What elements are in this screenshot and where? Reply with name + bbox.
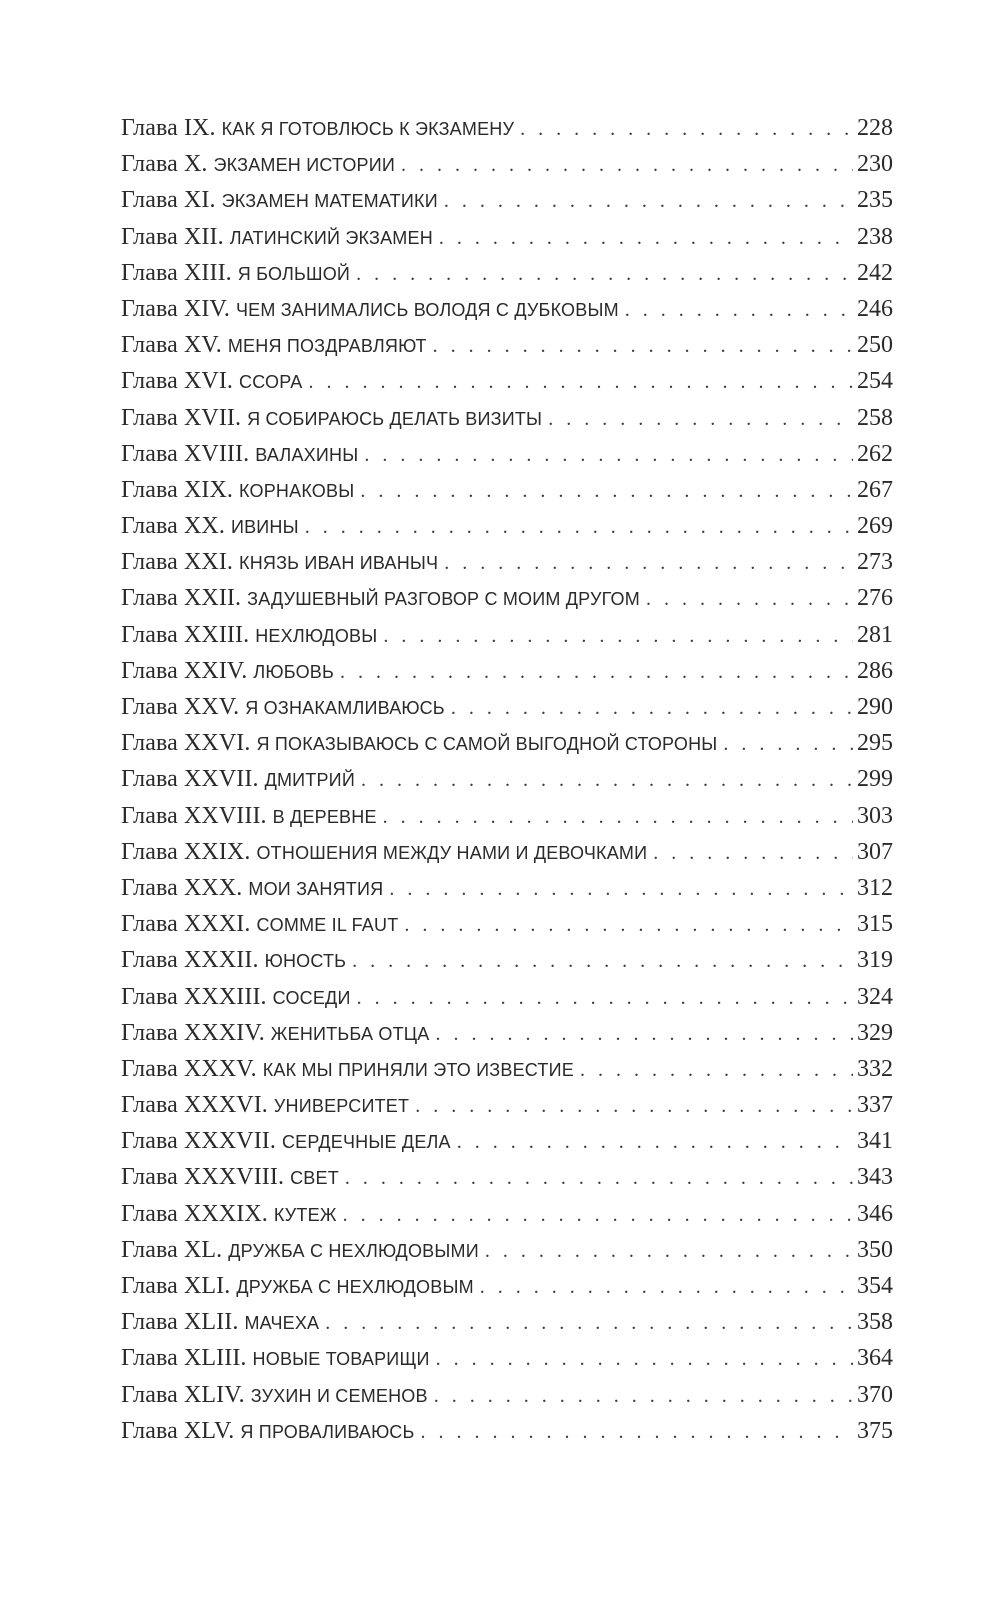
dot-leader — [436, 1341, 853, 1376]
toc-entry — [121, 689, 893, 725]
page-number: 281 — [857, 621, 893, 648]
page-number: 235 — [857, 187, 893, 214]
page-number: 299 — [857, 766, 893, 793]
chapter-label: Глава XXXV. — [121, 1055, 257, 1082]
toc-entry — [121, 400, 893, 436]
page-number: 332 — [857, 1055, 893, 1082]
chapter-label: Глава XXXI. — [121, 911, 251, 938]
page-number: 246 — [857, 295, 893, 322]
toc-entry — [121, 472, 893, 508]
page-number: 350 — [857, 1236, 893, 1263]
chapter-title: ЭКЗАМЕН ИСТОРИИ — [213, 155, 396, 176]
chapter-label: Глава XLV. — [121, 1417, 235, 1444]
chapter-title: ССОРА — [239, 372, 303, 393]
toc-entry — [121, 436, 893, 472]
chapter-label: Глава XVI. — [121, 368, 234, 395]
page-number: 267 — [857, 476, 893, 503]
dot-leader — [485, 1233, 853, 1268]
toc-entry — [121, 508, 893, 544]
page-number: 375 — [857, 1417, 893, 1444]
chapter-title: КНЯЗЬ ИВАН ИВАНЫЧ — [239, 553, 439, 574]
chapter-title: ЗУХИН И СЕМЕНОВ — [250, 1385, 428, 1406]
chapter-title: ЛЮБОВЬ — [253, 661, 335, 682]
page-number: 370 — [857, 1381, 893, 1408]
page-number: 346 — [857, 1200, 893, 1227]
page-number: 230 — [857, 151, 893, 178]
toc-entry — [121, 653, 893, 689]
chapter-label: Глава XVIII. — [121, 440, 250, 467]
chapter-label: Глава XI. — [121, 187, 216, 214]
chapter-label: Глава XII. — [121, 223, 224, 250]
page-number: 276 — [857, 585, 893, 612]
toc-entry — [121, 979, 893, 1015]
page-number: 269 — [857, 513, 893, 540]
toc-entry — [121, 761, 893, 797]
chapter-title: ЮНОСТЬ — [264, 951, 347, 972]
chapter-label: Глава XXVI. — [121, 730, 251, 757]
toc-entry — [121, 363, 893, 399]
dot-leader — [434, 1378, 853, 1413]
chapter-label: Глава XXIX. — [121, 838, 251, 865]
toc-entry — [121, 1051, 893, 1087]
toc-entry — [121, 110, 893, 146]
chapter-title: ЛАТИНСКИЙ ЭКЗАМЕН — [229, 227, 433, 248]
chapter-title: В ДЕРЕВНЕ — [272, 806, 377, 827]
page-number: 312 — [857, 874, 893, 901]
page-number: 242 — [857, 259, 893, 286]
page-number: 315 — [857, 911, 893, 938]
chapter-title: ДРУЖБА С НЕХЛЮДОВЫМИ — [228, 1240, 479, 1261]
page-number: 238 — [857, 223, 893, 250]
toc-entry — [121, 1123, 893, 1159]
chapter-label: Глава XXXVIII. — [121, 1164, 285, 1191]
page-number: 329 — [857, 1019, 893, 1046]
toc-entry — [121, 942, 893, 978]
dot-leader — [548, 401, 853, 436]
chapter-label: Глава XLI. — [121, 1273, 231, 1299]
toc-entry — [121, 219, 893, 255]
chapter-title: ДМИТРИЙ — [264, 770, 355, 791]
toc-entry — [121, 906, 893, 942]
page-number: 290 — [857, 694, 893, 720]
dot-leader — [433, 328, 853, 363]
chapter-label: Глава XVII. — [121, 404, 242, 431]
chapter-title: ЭКЗАМЕН МАТЕМАТИКИ — [221, 191, 438, 212]
toc-entry — [121, 327, 893, 363]
chapter-label: Глава XXXIX. — [121, 1200, 268, 1227]
toc-entry — [121, 1413, 893, 1449]
chapter-label: Глава XIV. — [121, 295, 230, 322]
dot-leader — [401, 147, 853, 182]
page-number: 228 — [857, 115, 893, 141]
toc-entry — [121, 146, 893, 182]
page-number: 286 — [857, 657, 893, 684]
chapter-title: Я БОЛЬШОЙ — [237, 263, 351, 284]
toc-entry — [121, 1340, 893, 1376]
dot-leader — [389, 871, 853, 906]
dot-leader — [325, 1305, 853, 1340]
dot-leader — [520, 111, 853, 146]
dot-leader — [646, 581, 853, 616]
dot-leader — [357, 980, 853, 1015]
chapter-title: Я ПОКАЗЫВАЮСЬ С САМОЙ ВЫГОДНОЙ СТОРОНЫ — [256, 734, 718, 755]
chapter-label: Глава XXXII. — [121, 947, 259, 974]
toc-entry — [121, 870, 893, 906]
chapter-label: Глава XX. — [121, 513, 225, 540]
chapter-label: Глава XXI. — [121, 549, 234, 576]
chapter-title: НЕХЛЮДОВЫ — [255, 625, 378, 646]
chapter-label: Глава XIX. — [121, 476, 234, 503]
dot-leader — [360, 473, 853, 508]
chapter-title: ЖЕНИТЬБА ОТЦА — [270, 1023, 430, 1044]
chapter-label: Глава X. — [121, 151, 208, 178]
chapter-title: ВАЛАХИНЫ — [255, 444, 359, 465]
toc-entry — [121, 834, 893, 870]
chapter-title: КАК Я ГОТОВЛЮСЬ К ЭКЗАМЕНУ — [221, 119, 515, 139]
chapter-label: Глава XXVII. — [121, 766, 259, 793]
dot-leader — [480, 1269, 853, 1304]
dot-leader — [364, 437, 853, 472]
page-number: 343 — [857, 1164, 893, 1191]
chapter-title: ДРУЖБА С НЕХЛЮДОВЫМ — [236, 1277, 474, 1297]
dot-leader — [451, 690, 853, 725]
dot-leader — [457, 1124, 853, 1159]
chapter-title: COMME IL FAUT — [256, 915, 399, 936]
dot-leader — [439, 220, 853, 255]
dot-leader — [444, 545, 853, 580]
toc-entry — [121, 1377, 893, 1413]
dot-leader — [404, 907, 853, 942]
page-number: 358 — [857, 1309, 893, 1336]
chapter-label: Глава XXV. — [121, 694, 240, 720]
page-number: 337 — [857, 1092, 893, 1119]
toc-entry — [121, 544, 893, 580]
chapter-label: Глава XXII. — [121, 585, 242, 612]
toc-entry — [121, 291, 893, 327]
chapter-title: ИВИНЫ — [230, 517, 299, 538]
page-number: 254 — [857, 368, 893, 395]
dot-leader — [625, 292, 853, 327]
dot-leader — [345, 1160, 853, 1195]
dot-leader — [383, 799, 853, 834]
chapter-label: Глава XL. — [121, 1236, 223, 1263]
toc-entry — [121, 1196, 893, 1232]
page-number: 307 — [857, 838, 893, 865]
dot-leader — [308, 364, 853, 399]
toc-entry — [121, 798, 893, 834]
chapter-title: МЕНЯ ПОЗДРАВЛЯЮТ — [227, 336, 427, 357]
chapter-label: Глава XXIV. — [121, 657, 248, 684]
dot-leader — [415, 1088, 853, 1123]
dot-leader — [340, 654, 853, 689]
dot-leader — [352, 943, 853, 978]
chapter-label: Глава XIII. — [121, 259, 232, 286]
chapter-label: Глава XXVIII. — [121, 802, 267, 829]
page-number: 354 — [857, 1273, 893, 1299]
chapter-label: Глава XXXVII. — [121, 1128, 276, 1155]
table-of-contents — [121, 110, 893, 1449]
chapter-title: Я СОБИРАЮСЬ ДЕЛАТЬ ВИЗИТЫ — [247, 408, 543, 429]
chapter-label: Глава XXIII. — [121, 621, 250, 648]
chapter-title: ЧЕМ ЗАНИМАЛИСЬ ВОЛОДЯ С ДУБКОВЫМ — [235, 299, 619, 320]
toc-entry — [121, 1232, 893, 1268]
toc-entry — [121, 617, 893, 653]
dot-leader — [383, 618, 853, 653]
dot-leader — [343, 1197, 853, 1232]
chapter-label: Глава XXX. — [121, 874, 243, 901]
chapter-label: Глава XXXIV. — [121, 1019, 265, 1046]
chapter-title: УНИВЕРСИТЕТ — [273, 1096, 410, 1117]
chapter-title: СОСЕДИ — [272, 987, 351, 1008]
page-number: 324 — [857, 983, 893, 1010]
toc-entry — [121, 580, 893, 616]
page-number: 364 — [857, 1345, 893, 1372]
toc-entry — [121, 1304, 893, 1340]
toc-entry — [121, 1015, 893, 1051]
chapter-title: КАК МЫ ПРИНЯЛИ ЭТО ИЗВЕСТИЕ — [262, 1059, 574, 1080]
chapter-label: Глава XV. — [121, 332, 222, 359]
dot-leader — [723, 726, 853, 761]
chapter-label: Глава XLII. — [121, 1309, 239, 1336]
toc-entry — [121, 725, 893, 761]
chapter-title: МОИ ЗАНЯТИЯ — [248, 878, 384, 899]
dot-leader — [356, 256, 853, 291]
chapter-label: Глава XXXIII. — [121, 983, 267, 1010]
dot-leader — [361, 762, 853, 797]
page-number: 303 — [857, 802, 893, 829]
page-number: 250 — [857, 332, 893, 359]
chapter-title: МАЧЕХА — [244, 1313, 320, 1334]
chapter-title: ОТНОШЕНИЯ МЕЖДУ НАМИ И ДЕВОЧКАМИ — [256, 842, 648, 863]
chapter-title: КОРНАКОВЫ — [239, 480, 355, 501]
chapter-title: СВЕТ — [290, 1168, 339, 1189]
chapter-title: Я ПРОВАЛИВАЮСЬ — [240, 1421, 415, 1442]
page-number: 341 — [857, 1128, 893, 1155]
toc-entry — [121, 1268, 893, 1304]
page-number: 262 — [857, 440, 893, 467]
chapter-title: Я ОЗНАКАМЛИВАЮСЬ — [245, 698, 445, 718]
dot-leader — [436, 1016, 853, 1051]
chapter-label: Глава XXXVI. — [121, 1092, 268, 1119]
dot-leader — [653, 835, 853, 870]
toc-entry — [121, 182, 893, 218]
page-number: 295 — [857, 730, 893, 757]
chapter-title: НОВЫЕ ТОВАРИЩИ — [252, 1349, 430, 1370]
dot-leader — [305, 509, 853, 544]
page-number: 319 — [857, 947, 893, 974]
toc-entry — [121, 1087, 893, 1123]
chapter-label: Глава XLIV. — [121, 1381, 245, 1408]
dot-leader — [444, 183, 853, 218]
page-number: 273 — [857, 549, 893, 576]
toc-entry — [121, 255, 893, 291]
chapter-label: Глава IX. — [121, 115, 216, 141]
chapter-label: Глава XLIII. — [121, 1345, 247, 1372]
dot-leader — [580, 1052, 853, 1087]
page-number: 258 — [857, 404, 893, 431]
dot-leader — [421, 1414, 853, 1449]
toc-entry — [121, 1159, 893, 1195]
chapter-title: СЕРДЕЧНЫЕ ДЕЛА — [281, 1132, 451, 1153]
chapter-title: ЗАДУШЕВНЫЙ РАЗГОВОР С МОИМ ДРУГОМ — [247, 589, 640, 610]
chapter-title: КУТЕЖ — [273, 1204, 337, 1225]
